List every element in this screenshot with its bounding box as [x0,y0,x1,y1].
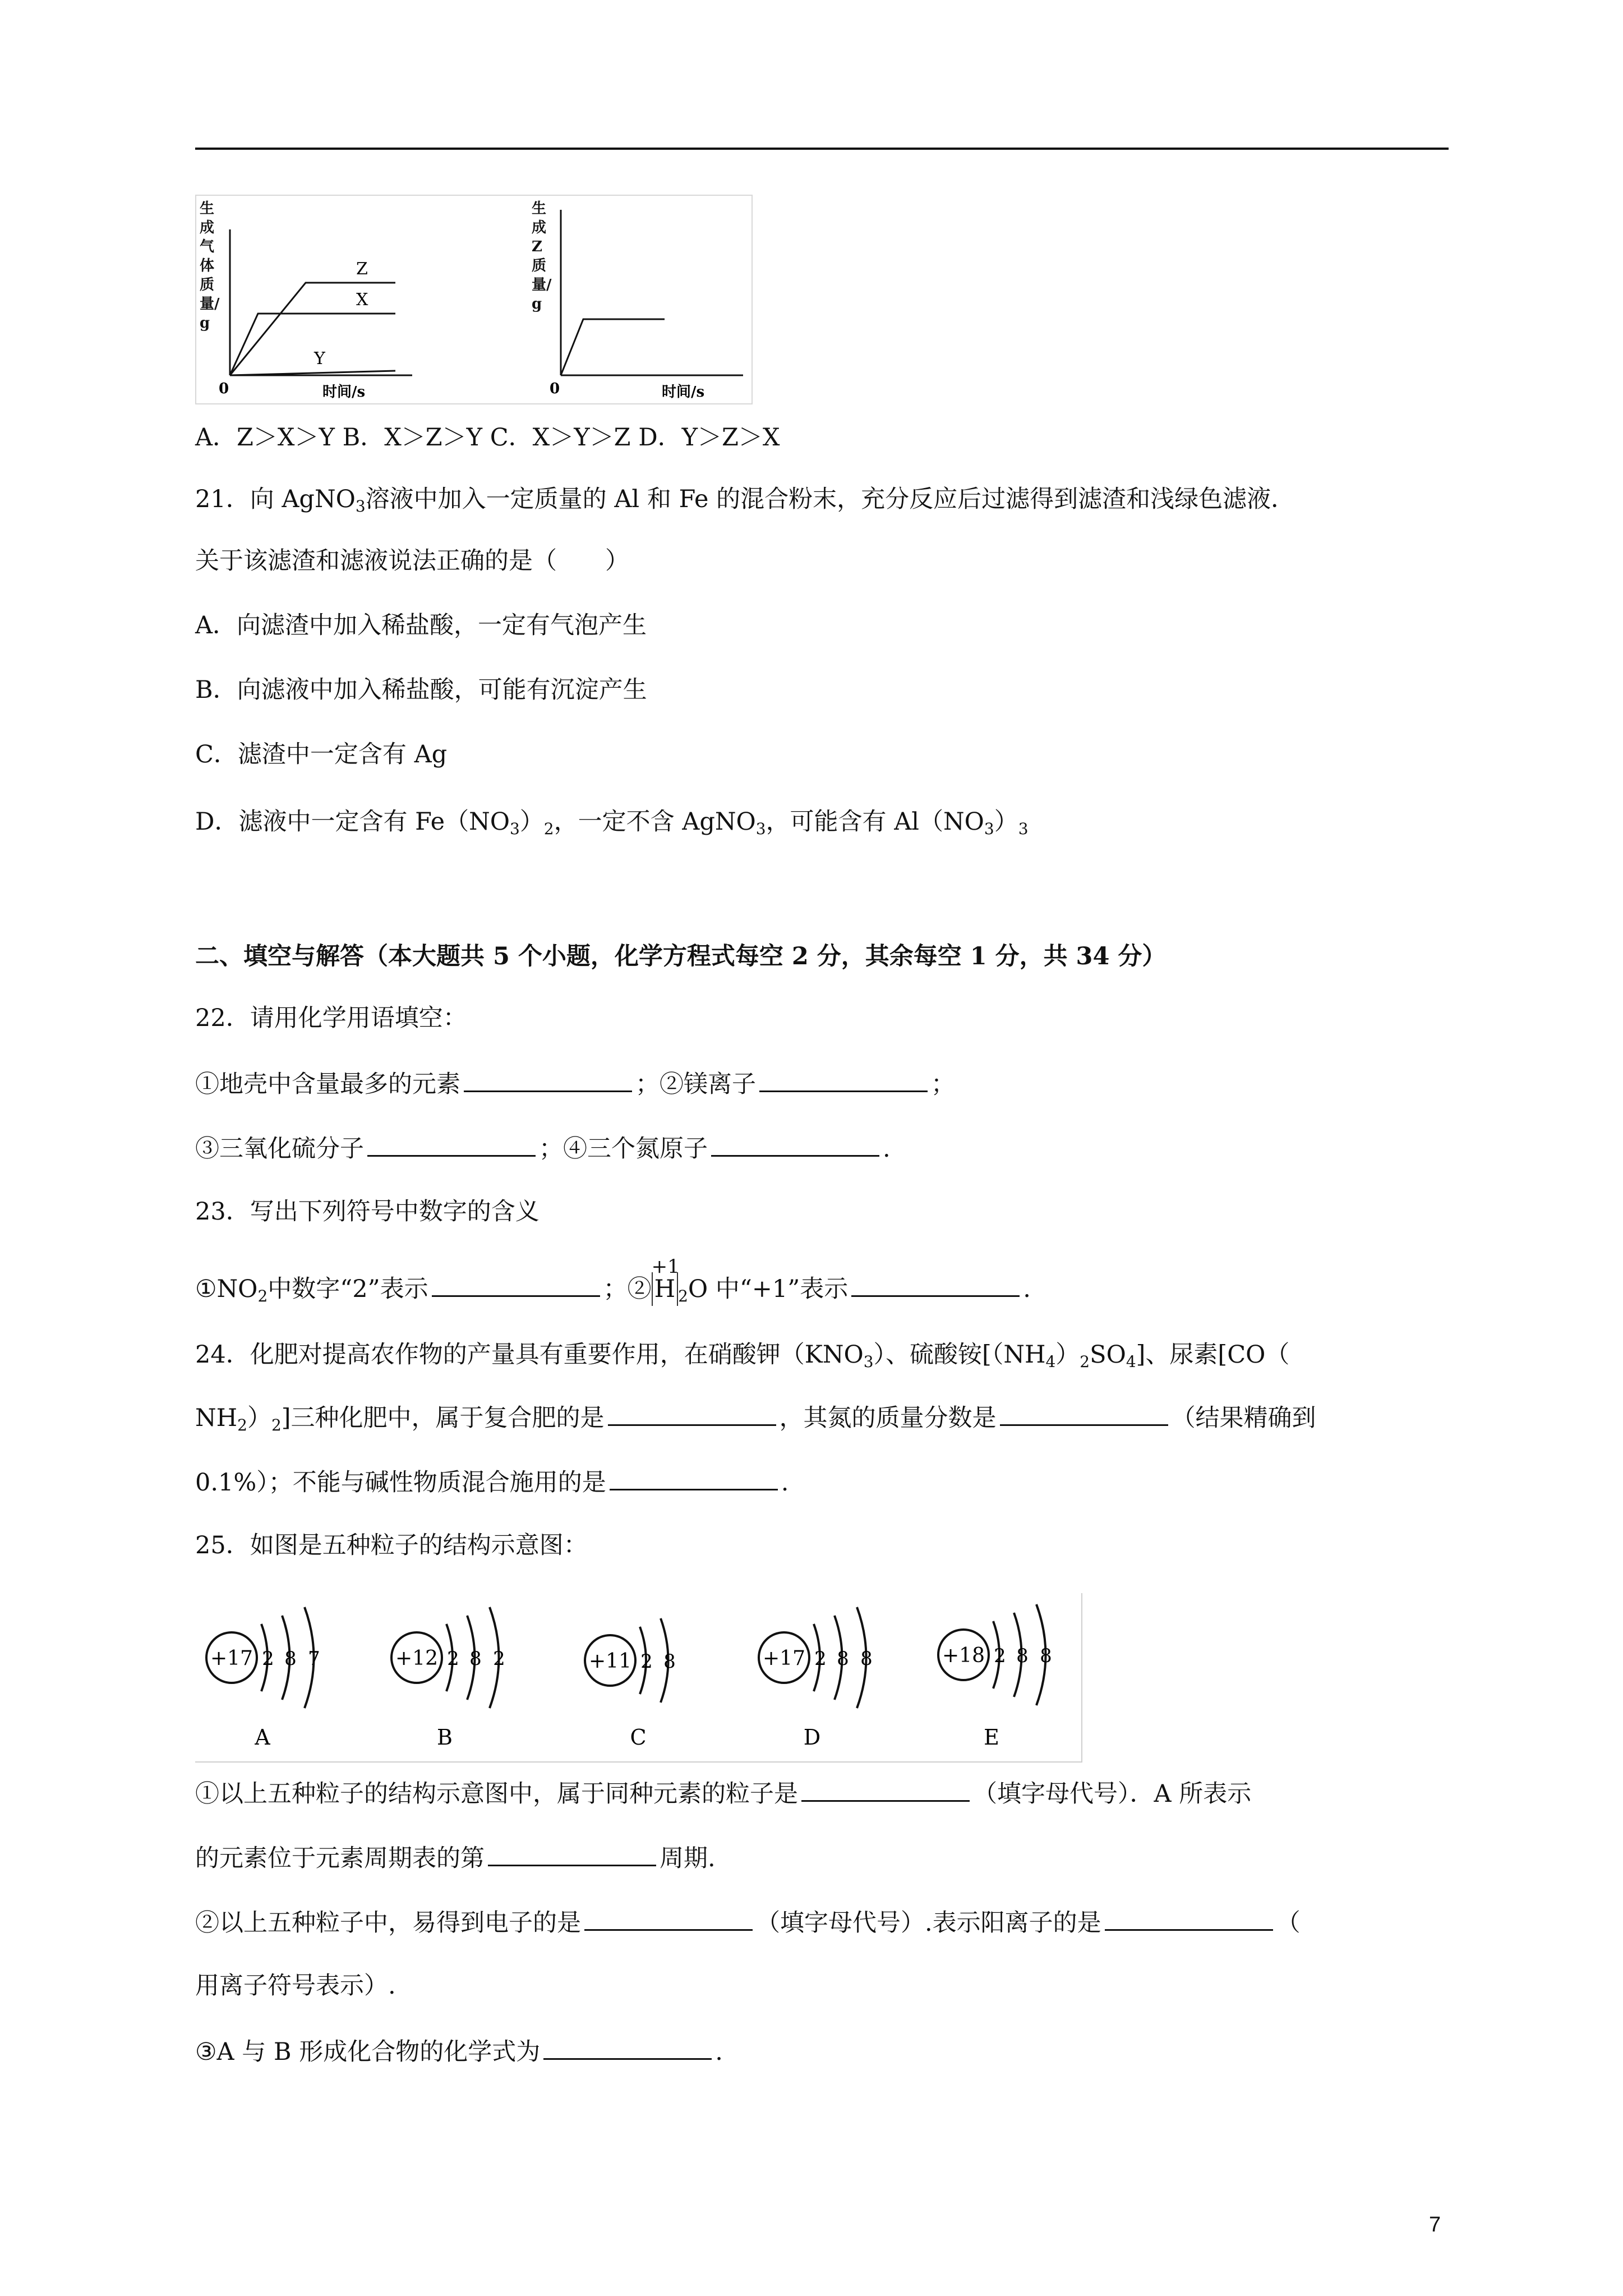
q22-l2c: . [883,1135,891,1163]
q21-d1: D．滤液中一定含有 Fe（NO [195,808,510,836]
particle-d-label: D [803,1725,821,1750]
q21-stem-line2: 关于该滤渣和滤液说法正确的是（ ） [195,547,629,575]
particle-a-shell-1: 2 [262,1648,274,1670]
q25-p3b: . [715,2038,723,2066]
q24-blank-2[interactable] [1000,1400,1168,1426]
left-origin: 0 [219,380,229,397]
q25-part3 [195,2033,723,2069]
q23-l1a-sub: 2 [257,1287,268,1305]
particle-d [759,1607,873,1750]
right-xlabel: 时间/s [662,384,705,401]
q24-l1c: ） [1055,1341,1080,1369]
q21-d5: ） [994,808,1018,836]
q25-part2-line2: 用离子符号表示）. [195,1972,396,2000]
q22-blank-4[interactable] [711,1130,879,1157]
q24-l3b: . [781,1469,789,1497]
particle-b-shell-1: 2 [447,1648,459,1670]
q21-d2: ） [519,808,544,836]
q25-p1c: 的元素位于元素周期表的第 [195,1844,485,1872]
q22-line2 [195,1130,891,1166]
q23-l1b: 中数字“2”表示 [268,1275,428,1303]
left-series-z-line [230,283,395,375]
q20-options: A．Z＞X＞Y B．X＞Z＞Y C．X＞Y＞Z D．Y＞Z＞X [195,424,780,452]
q24-l3a: 0.1%）；不能与碱性物质混合施用的是 [195,1469,606,1497]
q21-stem-a: 21．向 AgNO [195,485,356,513]
q23-stem: 23．写出下列符号中数字的含义 [195,1198,540,1226]
q25-p3a: ③A 与 B 形成化合物的化学式为 [195,2038,541,2066]
q21-stem-b: 溶液中加入一定质量的 Al 和 Fe 的混合粉末，充分反应后过滤得到滤渣和浅绿色滤液． [365,485,1295,513]
page-number: 7 [1429,2213,1441,2237]
particle-e-shell-1: 2 [994,1645,1006,1667]
particle-e-shell-3: 8 [1040,1645,1052,1667]
q22-l1c: ； [931,1070,955,1098]
q25-p2b: （填字母代号）.表示阳离子的是 [756,1909,1101,1937]
q24-blank-1[interactable] [608,1400,776,1426]
q24-l2a-sub: 2 [237,1416,247,1434]
reaction-charts-svg [196,196,751,403]
q25-p2c: （ [1276,1909,1301,1937]
right-chart-ylabel-text: 生成Z质量/g [532,200,552,312]
q25-p1a: ①以上五种粒子的结构示意图中，属于同种元素的粒子是 [195,1780,798,1808]
q21-d4: ，可能含有 Al（NO [766,808,984,836]
q22-blank-3[interactable] [367,1130,536,1157]
q21-option-b: B．向滤液中加入稀盐酸，可能有沉淀产生 [195,676,647,704]
q24-l2e: （结果精确到 [1171,1404,1316,1432]
q21-option-a: A．向滤渣中加入稀盐酸，一定有气泡产生 [195,611,647,639]
q24-blank-3[interactable] [610,1464,778,1490]
q21-option-c: C．滤渣中一定含有 Ag [195,740,448,769]
particle-e-nucleus: +18 [942,1644,985,1667]
particle-c-label: C [630,1725,647,1750]
q23-l1a: ①NO [195,1275,258,1303]
particle-e [938,1604,1052,1750]
particle-c [585,1618,676,1750]
q24-l1e: ]、尿素[CO（ [1136,1341,1290,1369]
q21-d1-sub: 3 [509,820,520,838]
q24-l1b-sub: 4 [1045,1352,1056,1371]
q24-l1b: ）、硫酸铵[（NH [873,1341,1046,1369]
q22-blank-1[interactable] [464,1066,632,1092]
q25-p1b: （填字母代号）．A 所表示 [973,1780,1252,1808]
q25-part1-line1 [195,1775,1251,1811]
h-symbol: H [652,1272,679,1306]
q23-l1d: O 中“+1”表示 [688,1275,849,1303]
q22-line1 [195,1066,955,1101]
particle-c-shell-1: 2 [640,1650,653,1673]
left-series-label-y: Y [314,349,325,369]
q23-l1c: ；② [603,1275,652,1303]
particle-a [206,1607,320,1750]
right-chart [550,210,743,401]
particle-a-nucleus: +17 [210,1647,253,1670]
q24-l2d: ，其氮的质量分数是 [779,1404,997,1432]
q22-stem: 22．请用化学用语填空： [195,1004,467,1032]
q25-part1-line2 [195,1840,716,1875]
particle-b-label: B [437,1725,453,1750]
q24-line1 [195,1338,1289,1379]
q25-blank-4[interactable] [1105,1904,1273,1931]
q25-stem: 25．如图是五种粒子的结构示意图： [195,1531,588,1559]
atomic-structure-figure [195,1593,1082,1763]
q25-p1d: 周期. [660,1844,716,1872]
q25-blank-5[interactable] [543,2033,712,2060]
q24-l2b: ） [247,1404,271,1432]
particle-a-shell-2: 8 [284,1648,297,1670]
left-series-label-z: Z [356,259,368,279]
q24-l2b-sub: 2 [271,1416,282,1434]
q24-line2 [195,1400,1316,1442]
particle-d-shell-1: 2 [814,1648,827,1670]
right-origin: 0 [550,380,560,397]
q24-l1d-sub: 4 [1126,1352,1136,1371]
header-rule [195,148,1449,150]
q25-blank-2[interactable] [488,1840,656,1866]
q24-l2a: NH [195,1404,238,1432]
q23-blank-1[interactable] [432,1271,600,1297]
particle-c-nucleus: +11 [589,1650,631,1673]
h-plus1-sup: +1 [651,1255,680,1278]
particle-c-shell-2: 8 [663,1650,676,1673]
right-series-z-line [561,319,665,375]
h-plus1-symbol [651,1255,680,1306]
q23-h-sub: 2 [678,1287,688,1305]
particle-d-shell-3: 8 [860,1648,873,1670]
q24-l1c-sub: 2 [1080,1352,1090,1371]
section2-title: 二、填空与解答（本大题共 5 个小题，化学方程式每空 2 分，其余每空 1 分，共 34 分） [195,942,1166,970]
q23-blank-2[interactable] [851,1271,1020,1297]
q22-l1a: ①地壳中含量最多的元素 [195,1070,460,1098]
q24-l1d: SO [1090,1341,1126,1369]
left-chart [196,196,412,401]
particle-b [391,1607,505,1750]
particle-a-label: A [255,1725,270,1750]
particle-d-shell-2: 8 [837,1648,849,1670]
q21-stem-a-sub: 3 [355,497,366,516]
particle-b-nucleus: +12 [395,1647,438,1670]
q25-blank-1[interactable] [801,1775,970,1802]
q21-stem-line1 [195,482,1295,523]
left-xlabel: 时间/s [322,384,366,401]
particle-e-label: E [984,1725,999,1750]
reaction-charts-figure [195,195,753,404]
q21-d3: ，一定不含 AgNO [554,808,756,836]
q23-l1e: . [1023,1275,1031,1303]
particle-e-shell-2: 8 [1016,1645,1029,1667]
q21-d2-sub: 2 [543,820,554,838]
particle-d-nucleus: +17 [763,1647,805,1670]
q23-line1 [195,1255,1031,1313]
q22-l1b: ；②镁离子 [635,1070,756,1098]
q21-d5-sub: 3 [1018,820,1029,838]
left-chart-ylabel-text: 生成气体质量/g [200,200,220,332]
q24-l2c: ]三种化肥中，属于复合肥的是 [281,1404,605,1432]
particle-b-shell-3: 2 [493,1648,505,1670]
q25-blank-3[interactable] [584,1904,753,1931]
q21-option-d [195,805,1029,846]
atomic-structure-svg [195,1593,1081,1761]
q22-l2b: ；④三个氮原子 [539,1135,708,1163]
q24-l1a-sub: 3 [863,1352,874,1371]
q24-l1a: 24．化肥对提高农作物的产量具有重要作用，在硝酸钾（KNO [195,1341,864,1369]
q21-d3-sub: 3 [755,820,766,838]
q24-line3 [195,1464,789,1499]
q22-blank-2[interactable] [759,1066,928,1092]
q22-l2a: ③三氧化硫分子 [195,1135,364,1163]
q25-p2a: ②以上五种粒子中，易得到电子的是 [195,1909,581,1937]
left-series-label-x: X [356,290,368,310]
q25-part2-line1 [195,1904,1301,1940]
particle-a-shell-3: 7 [308,1648,320,1670]
q21-d4-sub: 3 [984,820,994,838]
particle-b-shell-2: 8 [469,1648,482,1670]
